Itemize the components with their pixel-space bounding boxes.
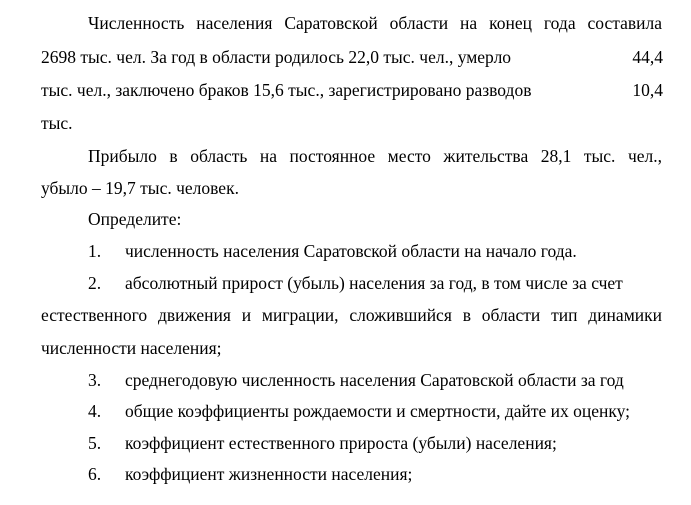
paragraph-1-line-3: тыс. чел., заключено браков 15,6 тыс., зарегистрировано разводов [41,80,532,100]
task-6-number: 6. [88,464,102,484]
task-2-text-line-2: естественного движения и миграции, сложившийся в области тип динамики [41,305,662,325]
paragraph-1-line-2-value: 44,4 [632,47,663,67]
task-1-text: численность населения Саратовской области на начало года. [125,241,577,261]
task-5-number: 5. [88,433,102,453]
task-5-text: коэффициент естественного прироста (убыли) населения; [125,433,557,453]
task-3-number: 3. [88,370,102,390]
task-2-text-line-3: численности населения; [41,338,222,358]
task-1-number: 1. [88,241,102,261]
paragraph-2-line-1: Прибыло в область на постоянное место жительства 28,1 тыс. чел., [88,146,662,166]
paragraph-1-line-2: 2698 тыс. чел. За год в области родилось 22,0 тыс. чел., умерло [41,47,512,67]
task-2-number: 2. [88,273,102,293]
paragraph-2-line-2: убыло – 19,7 тыс. человек. [41,178,239,198]
paragraph-1-line-4: тыс. [41,113,73,133]
task-heading: Определите: [88,209,182,229]
task-4-text: общие коэффициенты рождаемости и смертности, дайте их оценку; [125,401,631,421]
paragraph-1-line-1: Численность населения Саратовской области на конец года составила [88,13,662,33]
task-6-text: коэффициент жизненности населения; [125,464,413,484]
task-4-number: 4. [88,401,102,421]
paragraph-1-line-3-value: 10,4 [632,80,663,100]
task-3-text: среднегодовую численность населения Саратовской области за год [125,370,624,390]
task-2-text-line-1: абсолютный прирост (убыль) населения за год, в том числе за счет [125,273,623,293]
